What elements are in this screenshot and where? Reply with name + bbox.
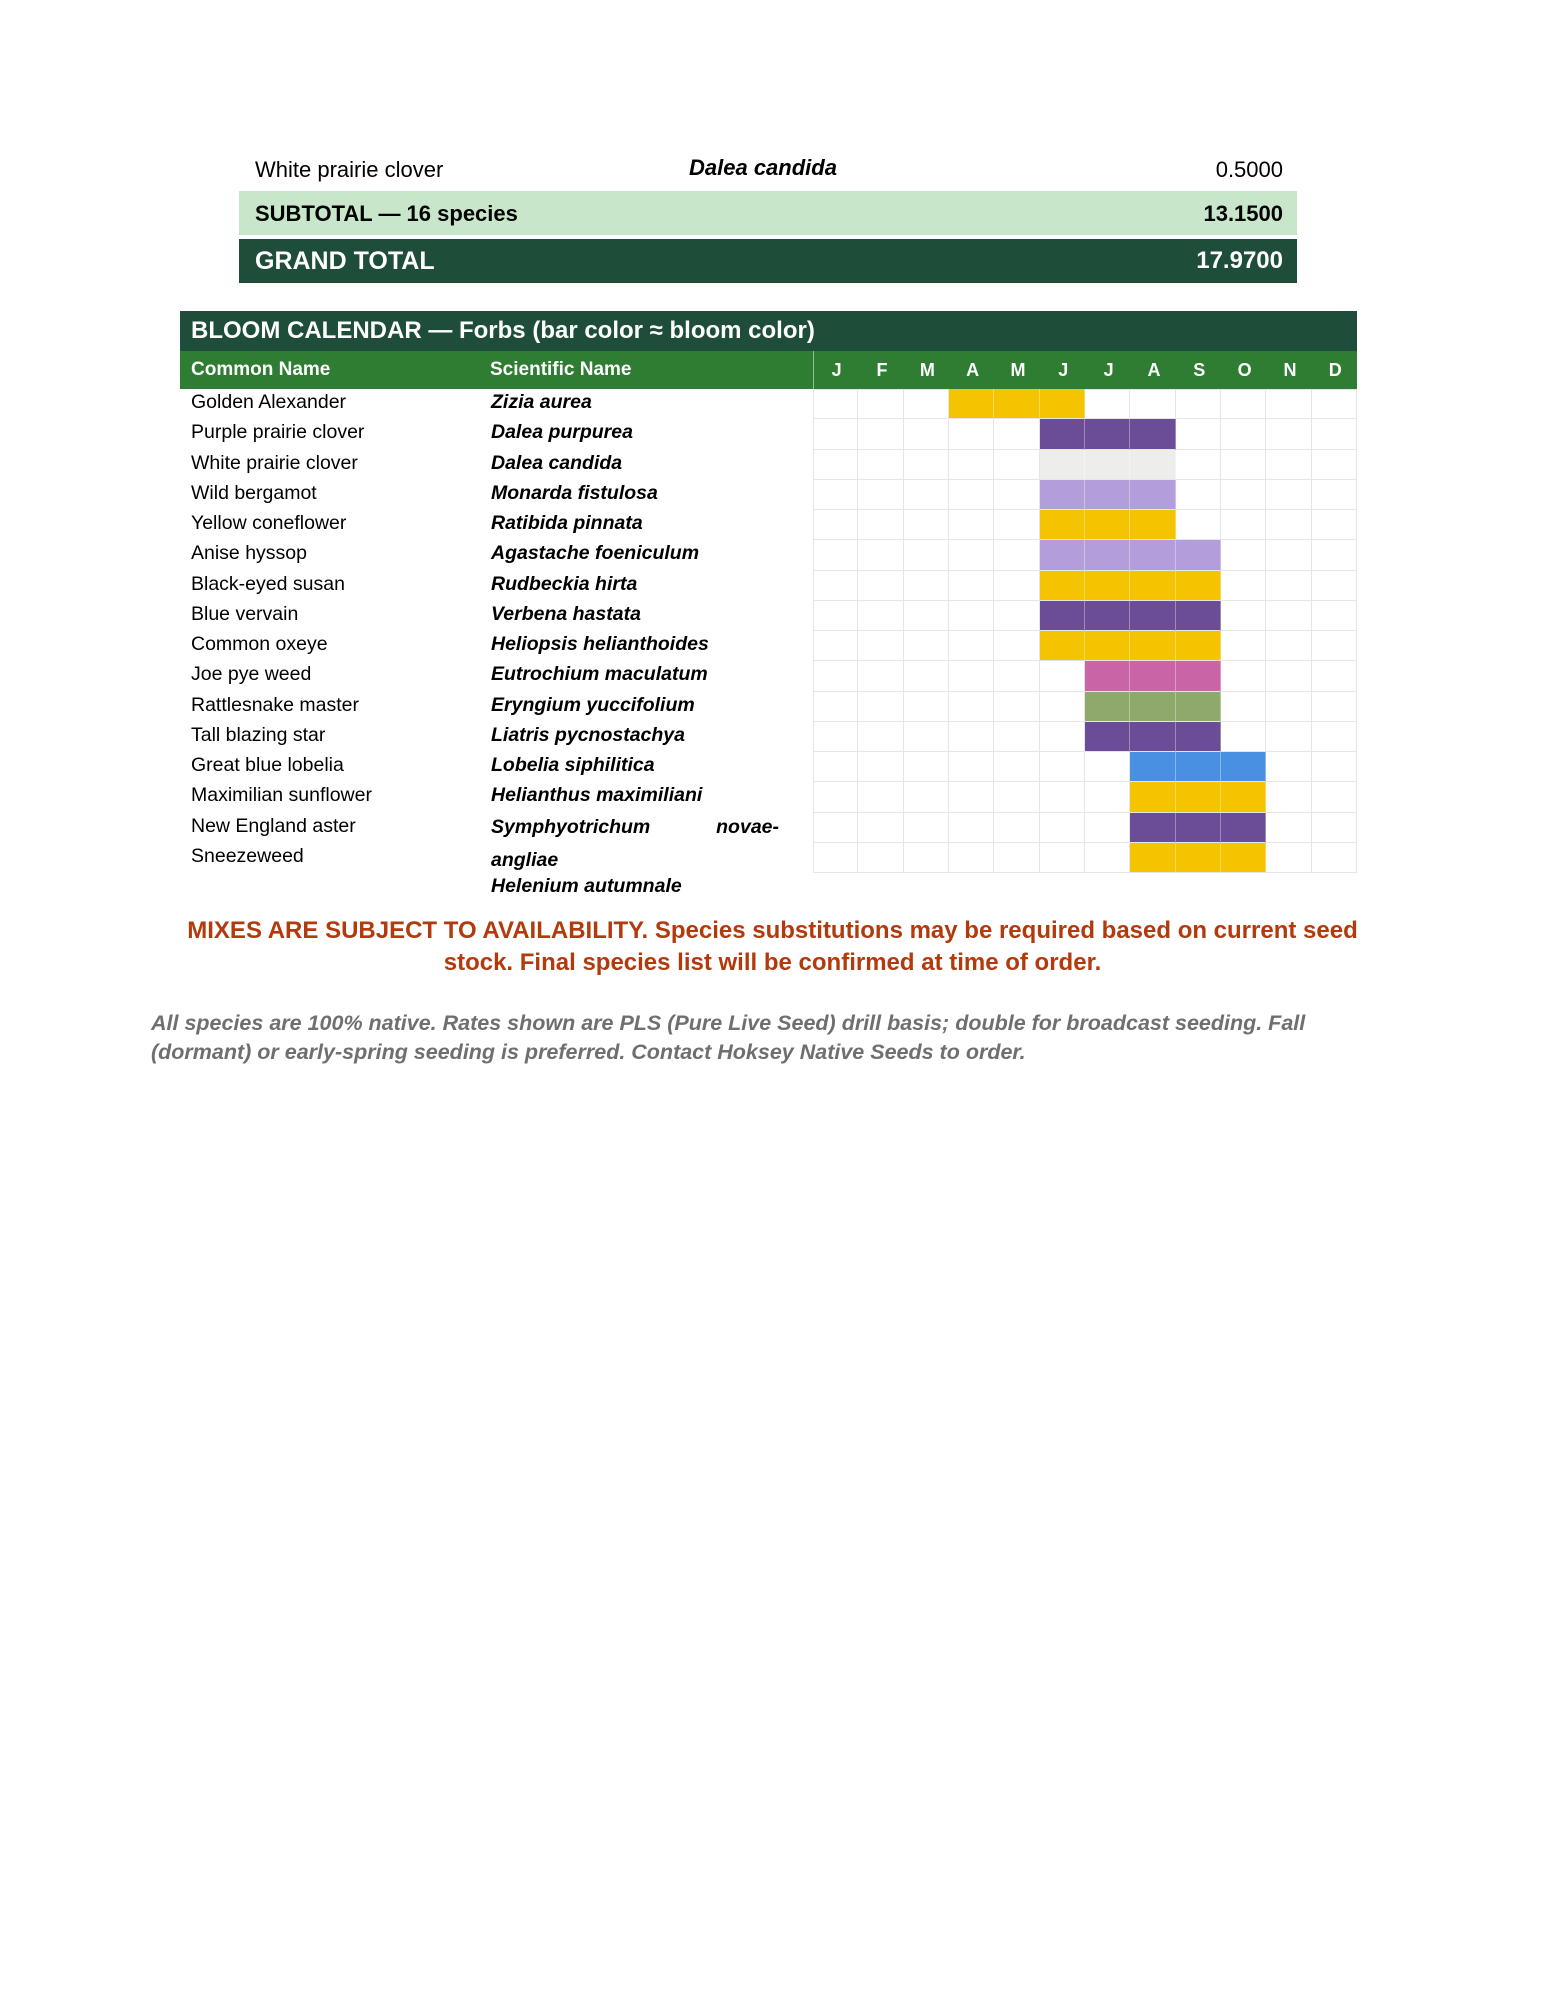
scientific-name: Monarda fistulosa bbox=[491, 481, 658, 504]
bloom-bar-cell bbox=[1085, 510, 1130, 540]
grid-cell bbox=[1085, 389, 1130, 419]
bloom-bar-cell bbox=[1040, 631, 1085, 661]
grid-cell bbox=[1266, 722, 1311, 752]
grid-cell bbox=[813, 661, 858, 691]
common-name: Anise hyssop bbox=[191, 542, 307, 565]
header-scientific-name: Scientific Name bbox=[490, 359, 632, 380]
grid-cell bbox=[858, 450, 903, 480]
grid-cell bbox=[904, 692, 949, 722]
grid-cell bbox=[858, 661, 903, 691]
grid-cell bbox=[1312, 782, 1357, 812]
grid-cell bbox=[1221, 692, 1266, 722]
grid-cell bbox=[994, 722, 1039, 752]
bloom-bar-cell bbox=[1085, 540, 1130, 570]
scientific-name: Liatris pycnostachya bbox=[491, 723, 685, 746]
common-name: Joe pye weed bbox=[191, 663, 312, 686]
bloom-bar-cell bbox=[1085, 480, 1130, 510]
grid-cell bbox=[813, 419, 858, 449]
grid-cell bbox=[1176, 510, 1221, 540]
grid-cell bbox=[904, 419, 949, 449]
grid-cell bbox=[1221, 419, 1266, 449]
month-header: D bbox=[1328, 360, 1342, 380]
bloom-bar-cell bbox=[1130, 571, 1175, 601]
bloom-bar-cell bbox=[1130, 782, 1175, 812]
bloom-bar-cell bbox=[1176, 631, 1221, 661]
bloom-bar-cell bbox=[1085, 450, 1130, 480]
grid-cell bbox=[1312, 510, 1357, 540]
bloom-bar-cell bbox=[1085, 601, 1130, 631]
subtotal-value: 13.1500 bbox=[1203, 201, 1283, 226]
bloom-bar-cell bbox=[1176, 752, 1221, 782]
bloom-bar-cell bbox=[1176, 813, 1221, 843]
scientific-name: Dalea candida bbox=[491, 451, 623, 474]
scientific-name: Symphyotrichum novae-angliae bbox=[491, 815, 779, 871]
grid-cell bbox=[904, 752, 949, 782]
grid-cell bbox=[1312, 540, 1357, 570]
grid-cell bbox=[858, 843, 903, 873]
grid-cell bbox=[994, 661, 1039, 691]
grid-cell bbox=[1266, 510, 1311, 540]
bloom-bar-cell bbox=[1085, 661, 1130, 691]
bloom-bar-cell bbox=[1085, 419, 1130, 449]
grid-cell bbox=[1266, 571, 1311, 601]
grid-cell bbox=[1312, 571, 1357, 601]
grid-cell bbox=[1130, 389, 1175, 419]
grid-cell bbox=[1221, 571, 1266, 601]
scientific-name: Helenium autumnale bbox=[491, 875, 682, 897]
common-name: Maximilian sunflower bbox=[191, 784, 372, 807]
grid-cell bbox=[1266, 540, 1311, 570]
bloom-bar-cell bbox=[1040, 450, 1085, 480]
grid-cell bbox=[858, 540, 903, 570]
month-header: J bbox=[1103, 360, 1114, 380]
grid-cell bbox=[858, 601, 903, 631]
grid-cell bbox=[1312, 843, 1357, 873]
bloom-bar-cell bbox=[1040, 601, 1085, 631]
bloom-bar-cell bbox=[1040, 389, 1085, 419]
grid-cell bbox=[1040, 752, 1085, 782]
month-header: M bbox=[919, 360, 935, 380]
grid-cell bbox=[1221, 450, 1266, 480]
grid-cell bbox=[904, 631, 949, 661]
grid-cell bbox=[1312, 752, 1357, 782]
grid-cell bbox=[813, 722, 858, 752]
common-name: White prairie clover bbox=[255, 157, 444, 182]
grid-cell bbox=[1312, 389, 1357, 419]
grid-cell bbox=[949, 661, 994, 691]
bloom-calendar-title bbox=[180, 311, 1357, 351]
bloom-bar-cell bbox=[1130, 480, 1175, 510]
grid-cell bbox=[1266, 843, 1311, 873]
grid-cell bbox=[1176, 450, 1221, 480]
grid-cell bbox=[1312, 631, 1357, 661]
bloom-bar-cell bbox=[1040, 540, 1085, 570]
grid-cell bbox=[949, 692, 994, 722]
common-name: Purple prairie clover bbox=[191, 421, 365, 444]
grid-cell bbox=[813, 752, 858, 782]
grid-cell bbox=[949, 480, 994, 510]
bloom-bar-cell bbox=[1176, 601, 1221, 631]
grid-cell bbox=[1312, 661, 1357, 691]
grid-cell bbox=[994, 510, 1039, 540]
bloom-bar-cell bbox=[1176, 692, 1221, 722]
grid-cell bbox=[1266, 631, 1311, 661]
month-header: A bbox=[1147, 360, 1161, 380]
grid-cell bbox=[994, 480, 1039, 510]
scientific-name: Verbena hastata bbox=[491, 602, 641, 625]
grid-cell bbox=[1312, 450, 1357, 480]
seed-table bbox=[239, 147, 1297, 283]
grid-cell bbox=[949, 510, 994, 540]
grid-cell bbox=[994, 540, 1039, 570]
bloom-bar-cell bbox=[1130, 752, 1175, 782]
bloom-bar-cell bbox=[1040, 419, 1085, 449]
grid-cell bbox=[1040, 782, 1085, 812]
grand-total-row bbox=[239, 239, 1297, 283]
header-common-name: Common Name bbox=[191, 359, 331, 380]
subtotal-row bbox=[239, 191, 1297, 235]
grid-cell bbox=[1085, 752, 1130, 782]
scientific-name: Dalea purpurea bbox=[491, 421, 633, 444]
grid-cell bbox=[1312, 419, 1357, 449]
grid-cell bbox=[813, 631, 858, 661]
month-header: J bbox=[831, 360, 842, 380]
grid-cell bbox=[858, 631, 903, 661]
grid-cell bbox=[1040, 813, 1085, 843]
bloom-bar-cell bbox=[1221, 813, 1266, 843]
grid-cell bbox=[813, 540, 858, 570]
grid-cell bbox=[949, 722, 994, 752]
bloom-bar-cell bbox=[1040, 480, 1085, 510]
month-header: S bbox=[1193, 360, 1206, 380]
common-name: Rattlesnake master bbox=[191, 693, 359, 716]
common-name: Yellow coneflower bbox=[191, 512, 347, 534]
grid-cell bbox=[949, 450, 994, 480]
scientific-name: Zizia aurea bbox=[491, 391, 592, 413]
bloom-bar-cell bbox=[1130, 450, 1175, 480]
common-name: New England aster bbox=[191, 814, 356, 837]
bloom-bar-cell bbox=[1130, 419, 1175, 449]
footnote: All species are 100% native. Rates shown are PLS (Pure Live Seed) drill basis; double for broadcast seeding. Fall (dormant) or early-spring seeding is preferred. Contact Hoksey Native Seeds to order. bbox=[151, 1011, 1306, 1064]
bloom-bar-cell bbox=[1130, 722, 1175, 752]
common-name: Tall blazing star bbox=[191, 723, 326, 746]
grid-cell bbox=[949, 601, 994, 631]
grid-cell bbox=[1266, 782, 1311, 812]
month-header: O bbox=[1237, 360, 1252, 380]
availability-notice: MIXES ARE SUBJECT TO AVAILABILITY. Species substitutions may be required based on current seed stock. Final species list will be confirmed at time of order. bbox=[187, 917, 1358, 976]
bloom-bar-cell bbox=[1040, 510, 1085, 540]
grid-cell bbox=[1266, 752, 1311, 782]
scientific-name: Eryngium yuccifolium bbox=[491, 693, 695, 716]
grid-cell bbox=[904, 782, 949, 812]
grid-cell bbox=[994, 692, 1039, 722]
grid-cell bbox=[1312, 813, 1357, 843]
grid-cell bbox=[1221, 480, 1266, 510]
bloom-bar-cell bbox=[1176, 661, 1221, 691]
grid-cell bbox=[1040, 692, 1085, 722]
bloom-bar-cell bbox=[1221, 843, 1266, 873]
grid-cell bbox=[858, 571, 903, 601]
grid-cell bbox=[994, 782, 1039, 812]
grid-cell bbox=[1221, 601, 1266, 631]
grid-cell bbox=[994, 843, 1039, 873]
common-name: White prairie clover bbox=[191, 451, 358, 474]
grid-cell bbox=[813, 782, 858, 812]
grid-cell bbox=[813, 813, 858, 843]
grid-cell bbox=[858, 389, 903, 419]
grid-cell bbox=[904, 571, 949, 601]
grid-cell bbox=[1266, 813, 1311, 843]
bloom-title-text: BLOOM CALENDAR — Forbs (bar color ≈ bloom color) bbox=[191, 317, 815, 344]
grid-cell bbox=[813, 510, 858, 540]
bloom-bar-cell bbox=[1176, 843, 1221, 873]
grid-cell bbox=[949, 843, 994, 873]
grid-cell bbox=[858, 722, 903, 752]
grid-cell bbox=[1312, 480, 1357, 510]
common-name: Sneezeweed bbox=[191, 844, 304, 867]
bloom-bar-cell bbox=[1176, 722, 1221, 752]
bloom-bar-cell bbox=[1130, 661, 1175, 691]
grid-cell bbox=[994, 813, 1039, 843]
scientific-name: Lobelia siphilitica bbox=[491, 754, 655, 776]
grid-cell bbox=[1176, 389, 1221, 419]
grid-cell bbox=[949, 571, 994, 601]
common-name: Great blue lobelia bbox=[191, 754, 344, 776]
grid-cell bbox=[1221, 389, 1266, 419]
common-name: Golden Alexander bbox=[191, 391, 347, 413]
grid-cell bbox=[1221, 540, 1266, 570]
grid-cell bbox=[858, 782, 903, 812]
grid-cell bbox=[949, 631, 994, 661]
bloom-bar-cell bbox=[1176, 571, 1221, 601]
bloom-bar-cell bbox=[1085, 722, 1130, 752]
grid-cell bbox=[1221, 722, 1266, 752]
seed-row-white-prairie-clover bbox=[239, 147, 1297, 191]
grid-cell bbox=[1221, 661, 1266, 691]
grid-cell bbox=[1176, 480, 1221, 510]
grid-cell bbox=[813, 692, 858, 722]
scientific-name: Heliopsis helianthoides bbox=[491, 633, 709, 655]
scientific-name: Agastache foeniculum bbox=[491, 542, 700, 565]
grid-cell bbox=[813, 843, 858, 873]
grid-cell bbox=[994, 450, 1039, 480]
grid-cell bbox=[994, 752, 1039, 782]
grid-cell bbox=[904, 601, 949, 631]
bloom-bar-cell bbox=[1085, 631, 1130, 661]
grid-cell bbox=[994, 419, 1039, 449]
grid-cell bbox=[1085, 782, 1130, 812]
grid-cell bbox=[904, 480, 949, 510]
grid-cell bbox=[858, 692, 903, 722]
grid-cell bbox=[813, 450, 858, 480]
grid-cell bbox=[994, 571, 1039, 601]
bloom-header-row bbox=[180, 351, 1357, 389]
grid-cell bbox=[949, 419, 994, 449]
bloom-bar-cell bbox=[1130, 692, 1175, 722]
grid-cell bbox=[1085, 813, 1130, 843]
bloom-bar-cell bbox=[1176, 540, 1221, 570]
month-header: A bbox=[966, 360, 980, 380]
grid-cell bbox=[994, 631, 1039, 661]
scientific-name: Eutrochium maculatum bbox=[491, 663, 708, 686]
grid-cell bbox=[858, 419, 903, 449]
bloom-bar-cell bbox=[1130, 601, 1175, 631]
grid-cell bbox=[858, 480, 903, 510]
grid-cell bbox=[949, 752, 994, 782]
bloom-bar-cell bbox=[1130, 813, 1175, 843]
bloom-bar-cell bbox=[949, 389, 994, 419]
grid-cell bbox=[1312, 601, 1357, 631]
grid-cell bbox=[1266, 661, 1311, 691]
grid-cell bbox=[949, 540, 994, 570]
grid-cell bbox=[1266, 419, 1311, 449]
grid-cell bbox=[1266, 389, 1311, 419]
grid-cell bbox=[904, 722, 949, 752]
bloom-bar-cell bbox=[1130, 631, 1175, 661]
grid-cell bbox=[813, 480, 858, 510]
grid-cell bbox=[858, 510, 903, 540]
grid-cell bbox=[904, 843, 949, 873]
month-header: F bbox=[876, 360, 888, 380]
grand-total-label: GRAND TOTAL bbox=[255, 247, 435, 275]
grid-cell bbox=[813, 571, 858, 601]
grid-cell bbox=[1040, 722, 1085, 752]
scientific-name: Ratibida pinnata bbox=[491, 512, 643, 534]
common-name: Blue vervain bbox=[191, 602, 299, 625]
bloom-bar-cell bbox=[994, 389, 1039, 419]
common-name: Wild bergamot bbox=[191, 481, 317, 504]
grid-cell bbox=[904, 540, 949, 570]
bloom-bar-cell bbox=[1130, 843, 1175, 873]
grid-cell bbox=[949, 813, 994, 843]
grid-cell bbox=[1266, 601, 1311, 631]
bloom-bar-cell bbox=[1221, 752, 1266, 782]
bloom-bar-cell bbox=[1040, 571, 1085, 601]
month-header: J bbox=[1058, 360, 1069, 380]
grid-cell bbox=[1221, 631, 1266, 661]
grid-cell bbox=[858, 813, 903, 843]
grid-cell bbox=[1221, 510, 1266, 540]
grid-cell bbox=[1040, 843, 1085, 873]
grand-total-value: 17.9700 bbox=[1196, 247, 1283, 274]
subtotal-label: SUBTOTAL — 16 species bbox=[255, 201, 518, 226]
grid-cell bbox=[1085, 843, 1130, 873]
grid-cell bbox=[904, 389, 949, 419]
scientific-name: Helianthus maximiliani bbox=[491, 784, 703, 807]
seed-rate: 0.5000 bbox=[1215, 157, 1283, 182]
bloom-bar-cell bbox=[1085, 692, 1130, 722]
month-headers bbox=[813, 351, 1358, 389]
grid-cell bbox=[1040, 661, 1085, 691]
grid-cell bbox=[904, 450, 949, 480]
bloom-bar-cell bbox=[1221, 782, 1266, 812]
bloom-grid bbox=[813, 389, 1357, 873]
common-name: Common oxeye bbox=[191, 633, 328, 655]
bloom-bar-cell bbox=[1130, 540, 1175, 570]
scientific-name: Rudbeckia hirta bbox=[491, 572, 638, 595]
grid-cell bbox=[858, 752, 903, 782]
grid-cell bbox=[1266, 450, 1311, 480]
grid-cell bbox=[1312, 692, 1357, 722]
scientific-name: Dalea candida bbox=[689, 155, 837, 180]
grid-cell bbox=[904, 661, 949, 691]
bloom-calendar bbox=[180, 311, 1357, 897]
common-name: Black-eyed susan bbox=[191, 572, 345, 595]
grid-cell bbox=[949, 782, 994, 812]
grid-cell bbox=[904, 510, 949, 540]
grid-cell bbox=[813, 601, 858, 631]
grid-cell bbox=[904, 813, 949, 843]
grid-cell bbox=[1312, 722, 1357, 752]
bloom-bar-cell bbox=[1176, 782, 1221, 812]
grid-cell bbox=[994, 601, 1039, 631]
grid-cell bbox=[1176, 419, 1221, 449]
grid-cell bbox=[813, 389, 858, 419]
month-header: N bbox=[1283, 360, 1297, 380]
bloom-bar-cell bbox=[1085, 571, 1130, 601]
grid-cell bbox=[1266, 480, 1311, 510]
bloom-bar-cell bbox=[1130, 510, 1175, 540]
grid-cell bbox=[1266, 692, 1311, 722]
month-header: M bbox=[1010, 360, 1026, 380]
